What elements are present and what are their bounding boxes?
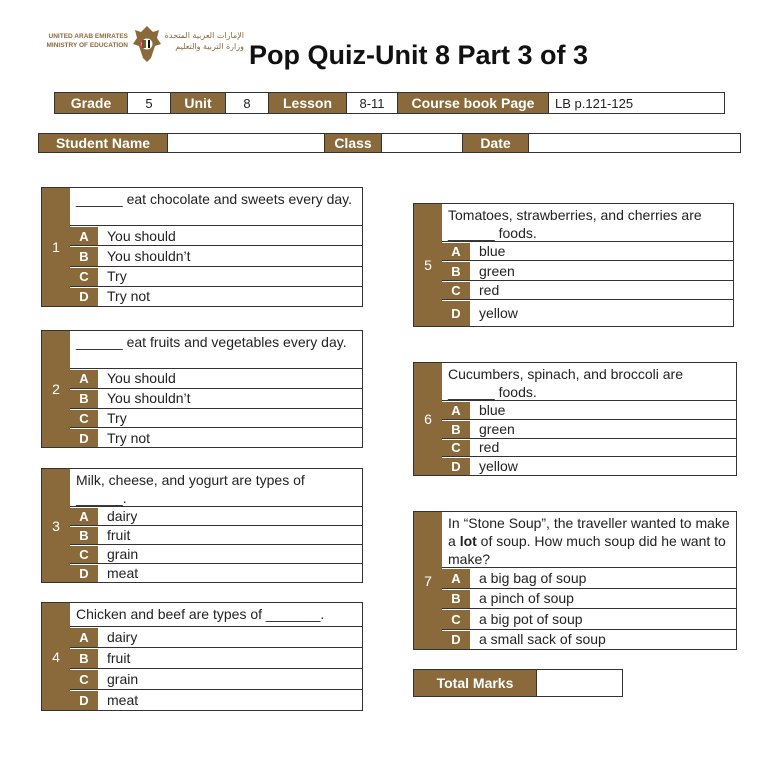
course-page-label: Course book Page xyxy=(398,93,549,113)
grade-value: 5 xyxy=(128,93,171,113)
answer-option[interactable]: D meat xyxy=(70,564,362,582)
answer-option[interactable]: D Try not xyxy=(70,287,362,306)
question-text: In “Stone Soup”, the traveller wanted to make a lot of soup. How much soup did he want to make? xyxy=(442,512,736,568)
answer-option[interactable]: A dairy xyxy=(70,507,362,526)
answer-option[interactable]: C Try xyxy=(70,267,362,287)
uae-emblem-icon xyxy=(131,24,163,64)
question-1 xyxy=(41,187,363,307)
class-label: Class xyxy=(325,134,382,152)
grade-label: Grade xyxy=(55,93,128,113)
answer-option[interactable]: D Try not xyxy=(70,428,362,447)
class-field[interactable] xyxy=(382,134,463,152)
answer-option[interactable]: A dairy xyxy=(70,627,362,648)
page-title: Pop Quiz-Unit 8 Part 3 of 3 xyxy=(249,40,589,70)
question-6 xyxy=(413,362,737,476)
answer-option[interactable]: B fruit xyxy=(70,526,362,545)
question-3 xyxy=(41,468,363,583)
answer-option[interactable]: A You should xyxy=(70,226,362,246)
question-2 xyxy=(41,330,363,448)
answer-option[interactable]: A blue xyxy=(442,242,733,261)
unit-value: 8 xyxy=(226,93,269,113)
question-number: 1 xyxy=(42,188,70,306)
lesson-value: 8-11 xyxy=(347,93,398,113)
question-number: 5 xyxy=(414,204,442,326)
question-text: Chicken and beef are types of _______. xyxy=(70,603,362,627)
total-marks-label: Total Marks xyxy=(414,670,536,696)
answer-option[interactable]: C grain xyxy=(70,669,362,690)
question-5 xyxy=(413,203,734,327)
answer-option[interactable]: C a big pot of soup xyxy=(442,609,736,630)
answer-option[interactable]: C red xyxy=(442,439,736,458)
unit-label: Unit xyxy=(171,93,226,113)
answer-option[interactable]: C Try xyxy=(70,409,362,429)
question-4 xyxy=(41,602,363,711)
answer-option[interactable]: D a small sack of soup xyxy=(442,630,736,650)
question-number: 3 xyxy=(42,469,70,582)
answer-option[interactable]: B green xyxy=(442,261,733,280)
answer-option[interactable]: A a big bag of soup xyxy=(442,568,736,589)
student-info-row xyxy=(38,133,741,153)
answer-option[interactable]: B green xyxy=(442,420,736,439)
student-name-label: Student Name xyxy=(39,134,168,152)
question-text: ______ eat fruits and vegetables every day. xyxy=(70,331,362,369)
answer-option[interactable]: D meat xyxy=(70,690,362,710)
logo-text-ar: الإمارات العربية المتحدة وزارة التربية والتعليم xyxy=(164,31,244,51)
total-marks-box xyxy=(413,669,623,697)
question-text: ______ eat chocolate and sweets every day. xyxy=(70,188,362,226)
course-info-row xyxy=(54,92,725,114)
course-page-value: LB p.121-125 xyxy=(555,95,634,111)
question-text: Tomatoes, strawberries, and cherries are ______ foods. xyxy=(442,204,733,242)
answer-option[interactable]: A blue xyxy=(442,401,736,420)
answer-option[interactable]: B a pinch of soup xyxy=(442,589,736,610)
student-name-field[interactable] xyxy=(168,134,325,152)
question-7 xyxy=(413,511,737,650)
answer-option[interactable]: C grain xyxy=(70,545,362,564)
question-number: 7 xyxy=(414,512,442,649)
question-text: Milk, cheese, and yogurt are types of ______. xyxy=(70,469,362,507)
question-number: 6 xyxy=(414,363,442,475)
answer-option[interactable]: A You should xyxy=(70,369,362,389)
answer-option[interactable]: B fruit xyxy=(70,648,362,669)
date-field[interactable] xyxy=(529,134,740,152)
answer-option[interactable]: D yellow xyxy=(442,300,733,326)
date-label: Date xyxy=(463,134,529,152)
question-number: 2 xyxy=(42,331,70,447)
answer-option[interactable]: C red xyxy=(442,281,733,300)
question-text: Cucumbers, spinach, and broccoli are ______ foods. xyxy=(442,363,736,401)
answer-option[interactable]: D yellow xyxy=(442,457,736,475)
total-marks-field[interactable] xyxy=(536,670,622,696)
answer-option[interactable]: B You shouldn’t xyxy=(70,389,362,409)
answer-option[interactable]: B You shouldn’t xyxy=(70,246,362,266)
question-number: 4 xyxy=(42,603,70,710)
lesson-label: Lesson xyxy=(269,93,347,113)
logo-text-en: UNITED ARAB EMIRATES MINISTRY OF EDUCATION xyxy=(46,33,128,49)
